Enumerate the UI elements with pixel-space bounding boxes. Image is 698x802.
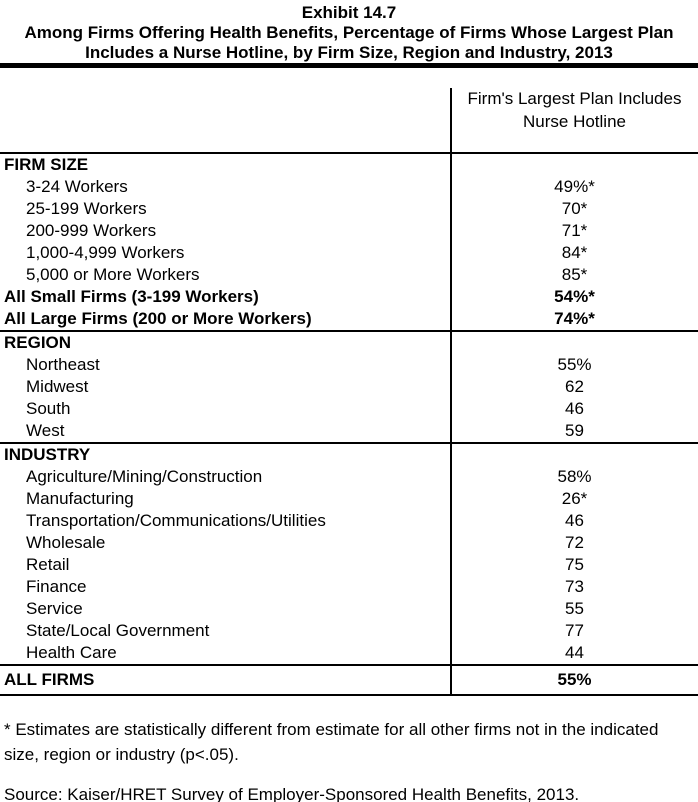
all-firms-value: 55% [557,670,592,689]
row-value: 26* [561,489,588,508]
row-value: 46 [565,399,584,418]
row-value: 46 [565,511,584,530]
row-label: Retail [26,555,70,574]
table-row [0,242,698,264]
section-header-label: INDUSTRY [4,445,91,464]
row-value: 84* [561,243,588,262]
row-label: Finance [26,577,87,596]
table-row [0,286,698,308]
row-label: West [26,421,65,440]
row-value: 58% [557,467,592,486]
row-label: 200-999 Workers [26,221,157,240]
table-row [0,398,698,420]
table-row [0,466,698,488]
row-value: 75 [565,555,584,574]
table-row [0,376,698,398]
table-row [0,354,698,376]
data-table [0,68,698,696]
table-row [0,554,698,576]
row-label: Health Care [26,643,117,662]
table-row [0,198,698,220]
section-firm-size [0,152,698,330]
row-value: 55% [557,355,592,374]
section-region [0,330,698,442]
title-block [0,0,698,63]
row-label: Wholesale [26,533,106,552]
row-label: Service [26,599,83,618]
column-header-spacer [0,68,451,152]
section-header-row [0,444,698,466]
column-header-row [0,68,698,152]
row-label: 5,000 or More Workers [26,265,200,284]
table-row [0,308,698,330]
row-value: 73 [565,577,584,596]
value-column-header-line1: Firm's Largest Plan Includes [467,89,682,108]
row-label: Midwest [26,377,89,396]
page-title-line1: Among Firms Offering Health Benefits, Percentage of Firms Whose Largest Plan [24,23,674,42]
row-value: 72 [565,533,584,552]
asterisk-footnote: * Estimates are statistically different from estimate for all other firms not in the indicated size, region or industry (p<.05). [4,720,659,764]
row-value: 49%* [554,177,595,196]
row-label: Transportation/Communications/Utilities [26,511,326,530]
row-value: 77 [565,621,584,640]
page-title-line2: Includes a Nurse Hotline, by Firm Size, Region and Industry, 2013 [85,43,613,62]
section-industry [0,442,698,664]
table-row [0,598,698,620]
table-row [0,420,698,442]
table-row [0,532,698,554]
row-value: 55 [565,599,584,618]
row-value: 44 [565,643,584,662]
table-row [0,264,698,286]
table-row [0,488,698,510]
source-citation: Source: Kaiser/HRET Survey of Employer-Sponsored Health Benefits, 2013. [4,785,580,802]
row-value: 74%* [554,309,595,328]
table-row [0,176,698,198]
row-label: 25-199 Workers [26,199,147,218]
section-header-label: FIRM SIZE [4,155,89,174]
table-row [0,220,698,242]
row-value: 62 [565,377,584,396]
table-row [0,620,698,642]
row-label: Manufacturing [26,489,134,508]
row-value: 54%* [554,287,595,306]
row-value: 70* [561,199,588,218]
exhibit-number: Exhibit 14.7 [301,3,397,22]
row-label: State/Local Government [26,621,210,640]
row-label: 3-24 Workers [26,177,128,196]
table-row [0,642,698,664]
row-value: 85* [561,265,588,284]
row-label: South [26,399,71,418]
all-firms-row [0,664,698,696]
row-label: All Large Firms (200 or More Workers) [4,309,312,328]
section-header-row [0,154,698,176]
value-column-header [451,68,698,152]
all-firms-label: ALL FIRMS [4,670,95,689]
row-label: All Small Firms (3-199 Workers) [4,287,259,306]
row-value: 59 [565,421,584,440]
row-value: 71* [561,221,588,240]
section-header-row [0,332,698,354]
column-divider-line [450,88,452,696]
row-label: 1,000-4,999 Workers [26,243,185,262]
value-column-header-line2: Nurse Hotline [523,112,626,131]
table-row [0,576,698,598]
table-row [0,510,698,532]
row-label: Northeast [26,355,100,374]
row-label: Agriculture/Mining/Construction [26,467,263,486]
section-header-label: REGION [4,333,72,352]
